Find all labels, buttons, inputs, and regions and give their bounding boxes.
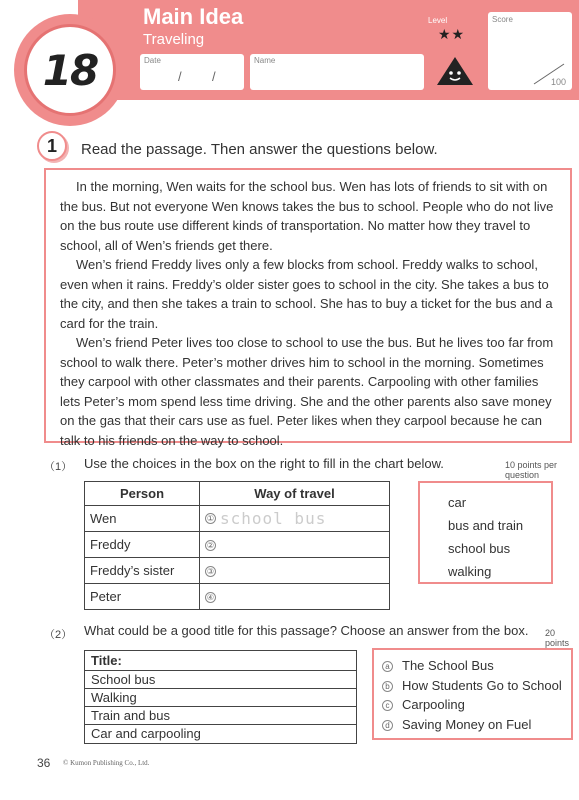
title-line: School bus [85,671,356,689]
question-number: （2） [44,629,73,641]
date-slash: / [178,69,182,84]
table-row [85,532,390,558]
title-line: Car and carpooling [91,726,201,741]
option-letter: b [382,681,393,692]
page-subtitle: Traveling [143,31,205,48]
option-item [382,715,571,735]
answer-cell[interactable] [200,532,390,558]
title-options-box [372,648,573,740]
name-label: Name [254,56,276,65]
level-triangle-icon [436,56,474,86]
option-letter: d [382,720,393,731]
copyright-notice: © Kumon Publishing Co., Ltd. [63,759,150,767]
answer-cell[interactable] [200,506,390,532]
choice-item: walking [448,564,492,579]
choice-item: bus and train [448,518,524,533]
travel-chart [84,481,390,610]
table-row [85,584,390,610]
passage-paragraph: Wen’s friend Peter lives too close to school to use the bus. But he lives too far from school to walk there. Peter’s mother drives him to school in the morning. Sometimes they carpool with other classmates and their parents. Carpooling with other families lets Peter’s mom spend less time driving. She and the other parents also save money on the gas that their cars use as fuel. Peter likes when they carpool because he can talk to his friends on the way to school. [60,335,554,448]
section-number-badge: 1 [37,131,67,161]
answer-marker: ② [206,541,215,551]
option-item [382,676,571,696]
score-label: Score [492,15,513,24]
reading-passage [44,168,572,448]
date-field[interactable] [140,54,244,90]
unit-badge [24,24,116,116]
option-letter: a [382,661,393,672]
passage-paragraph: In the morning, Wen waits for the school bus. Wen has lots of friends to sit with on the bus. But not everyone Wen knows takes the bus to school. People who do not live on the bus route use different kinds of transportation. No matter how they travel to school, all of Wen’s friends get there. [60,179,554,253]
answer-marker: ③ [206,567,215,577]
question-number: （1） [44,461,73,473]
passage-paragraph: Wen’s friend Freddy lives only a few blocks from school. Freddy walks to school, even when it rains. Freddy’s older sister goes to school in the city. She takes a bus to the city, and then she takes a train to school. She has to buy a ticket for the bus and a card for the train. [60,257,553,331]
option-item [382,656,571,676]
title-header: Title: [85,651,356,671]
section-instruction: Read the passage. Then answer the questions below. [81,141,438,158]
option-text: How Students Go to School [402,677,562,693]
handwritten-answer: school bus [220,509,327,528]
worksheet-header [0,0,579,103]
title-line: Train and bus [85,707,356,725]
column-header-way: Way of travel [200,482,390,506]
points-label: 10 points per question [505,460,558,480]
option-item [382,695,571,715]
title-line: Walking [85,689,356,707]
question-text: Use the choices in the box on the right to fill in the chart below. [84,456,444,471]
unit-number: 18 [42,45,98,95]
question-text: What could be a good title for this passage? Choose an answer from the box. [84,623,529,638]
answer-marker: ① [206,514,215,523]
chart-header-row [85,482,390,506]
name-field[interactable] [250,54,424,90]
answer-cell[interactable] [200,584,390,610]
date-slash: / [212,69,216,84]
choices-box [418,481,553,584]
date-label: Date [144,56,161,65]
choice-item: school bus [448,541,511,556]
choice-item: car [448,495,467,510]
points-label: 20 points [545,628,570,648]
score-field[interactable] [488,12,572,90]
person-cell: Peter [85,584,200,610]
column-header-person: Person [85,482,200,506]
score-max: 100 [550,77,566,87]
option-text: Saving Money on Fuel [402,716,532,732]
option-letter: c [382,700,393,711]
level-stars: ★★ [438,26,466,42]
page-number: 36 [37,756,51,770]
page-title: Main Idea [143,4,244,29]
table-row [85,506,390,532]
title-answer-box[interactable] [84,650,357,744]
answer-marker: ④ [206,593,215,603]
person-cell: Freddy’s sister [85,558,200,584]
person-cell: Wen [85,506,200,532]
option-text: Carpooling [402,697,465,712]
option-text: The School Bus [402,658,494,673]
level-label: Level [428,16,448,25]
answer-cell[interactable] [200,558,390,584]
person-cell: Freddy [85,532,200,558]
table-row [85,558,390,584]
